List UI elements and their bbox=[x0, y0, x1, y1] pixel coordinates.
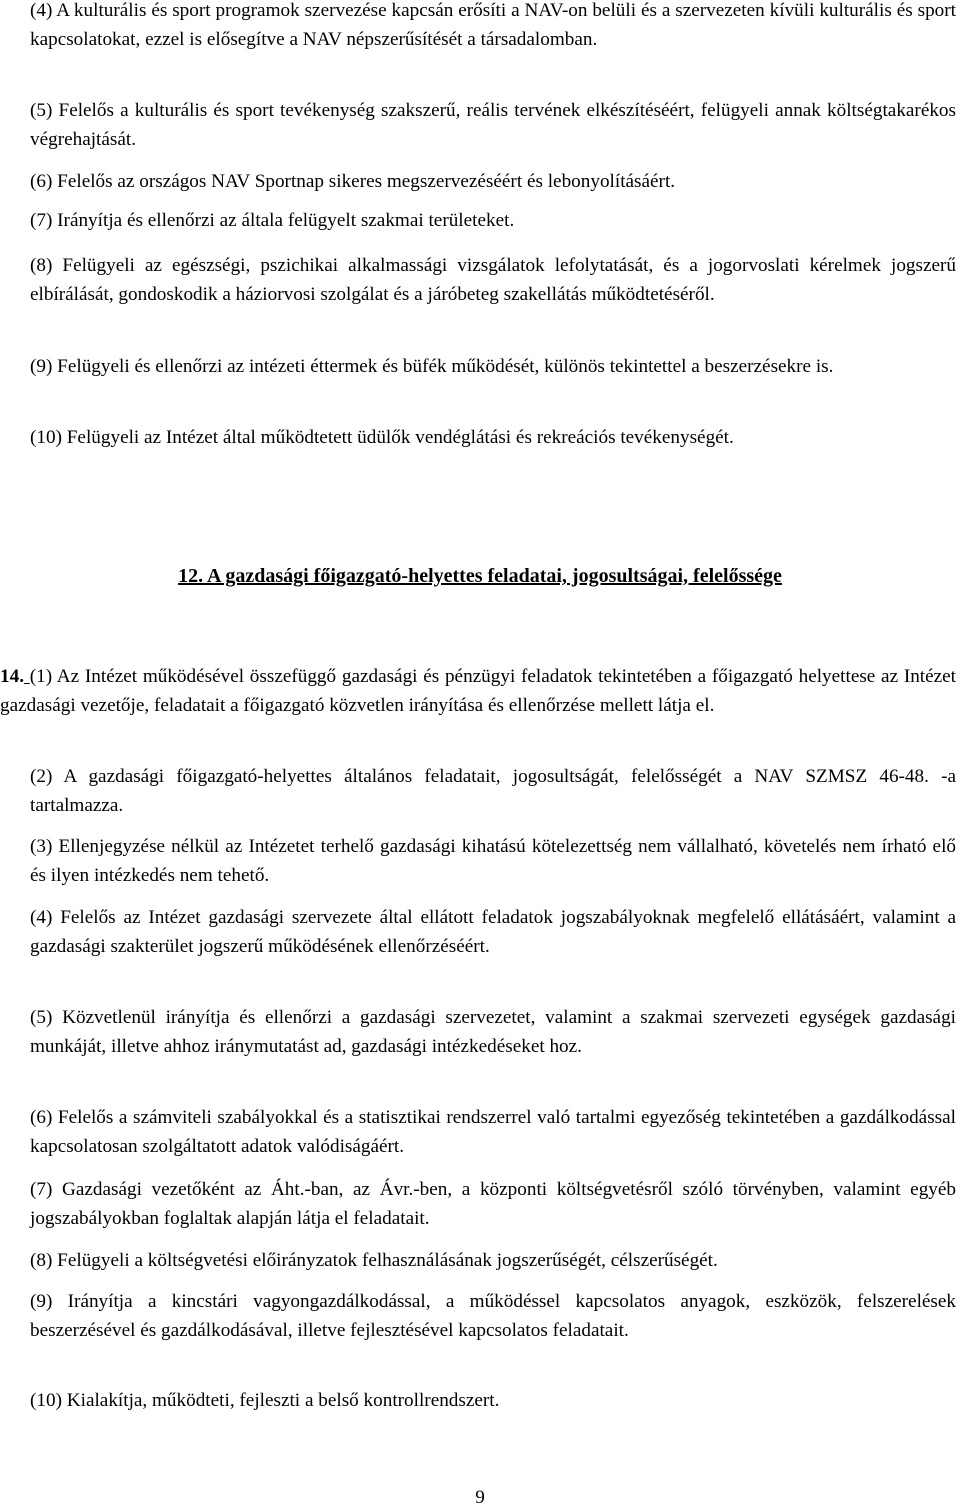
article-14-paragraph-5: (5) Közvetlenül irányítja és ellenőrzi a gazdasági szervezetet, valamint a szakmai szervezeti egységek gazdasági munkáját, illetve ahhoz iránymutatást ad, gazdasági intézkedéseket hoz. bbox=[30, 1007, 956, 1057]
article-14-paragraph-9: (9) Irányítja a kincstári vagyongazdálkodással, a működéssel kapcsolatos anyagok, eszközök, felszerelések beszerzésével és gazdálkodásával, illetve fejlesztésével kapcsolatos feladatait. bbox=[30, 1291, 956, 1341]
article-14-paragraph-6: (6) Felelős a számviteli szabályokkal és a statisztikai rendszerrel való tartalmi egyezőség tekintetében a gazdálkodással kapcsolatosan szolgáltatott adatok valódiságáért. bbox=[30, 1107, 956, 1157]
article-14-paragraph-1 bbox=[0, 662, 956, 720]
article-14-paragraph-4: (4) Felelős az Intézet gazdasági szervezete által ellátott feladatok jogszabályoknak megfelelő ellátásáért, valamint a gazdasági szakterület jogszerű működésének ellenőrzéséért. bbox=[30, 907, 956, 957]
article-14-paragraph-2: (2) A gazdasági főigazgató-helyettes általános feladatait, jogosultságát, felelősségét a NAV SZMSZ 46-48. -a tartalmazza. bbox=[30, 766, 956, 816]
article-14-paragraph-8: (8) Felügyeli a költségvetési előirányzatok felhasználásának jogszerűségét, célszerűségét. bbox=[30, 1250, 718, 1271]
section-heading bbox=[0, 562, 960, 591]
paragraph-8: (8) Felügyeli az egészségi, pszichikai alkalmassági vizsgálatok lefolytatását, és a jogorvoslati kérelmek jogszerű elbírálását, gondoskodik a háziorvosi szolgálat és a járóbeteg szakellátás működtetéséről. bbox=[30, 255, 956, 305]
paragraph-5: (5) Felelős a kulturális és sport tevékenység szakszerű, reális tervének elkészítéséért, felügyeli annak költségtakarékos végrehajtását. bbox=[30, 100, 956, 150]
article-number: 14. bbox=[0, 666, 24, 687]
paragraph-7: (7) Irányítja és ellenőrzi az általa felügyelt szakmai területeket. bbox=[30, 210, 515, 231]
article-14-paragraph-10: (10) Kialakítja, működteti, fejleszti a belső kontrollrendszert. bbox=[30, 1390, 500, 1411]
article-14-paragraph-3: (3) Ellenjegyzése nélkül az Intézetet terhelő gazdasági kihatású kötelezettség nem vállalható, követelés nem írható elő és ilyen intézkedés nem tehető. bbox=[30, 836, 956, 886]
paragraph-4: (4) A kulturális és sport programok szervezése kapcsán erősíti a NAV-on belüli és a szervezeten kívüli kulturális és sport kapcsolatokat, ezzel is elősegítve a NAV népszerűsítését a társadalomban. bbox=[30, 0, 956, 50]
article-14-paragraph-7: (7) Gazdasági vezetőként az Áht.-ban, az Ávr.-ben, a központi költségvetésről szóló törvényben, valamint egyéb jogszabályokban foglaltak alapján látja el feladatait. bbox=[30, 1179, 956, 1229]
section-heading-text: 12. A gazdasági főigazgató-helyettes feladatai, jogosultságai, felelőssége bbox=[178, 565, 782, 587]
paragraph-9: (9) Felügyeli és ellenőrzi az intézeti éttermek és büfék működését, különös tekintettel a beszerzésekre is. bbox=[30, 356, 834, 377]
paragraph-6: (6) Felelős az országos NAV Sportnap sikeres megszervezéséért és lebonyolításáért. bbox=[30, 171, 676, 192]
article-14-paragraph-1-text: (1) Az Intézet működésével összefüggő gazdasági és pénzügyi feladatok tekintetében a főigazgató helyettese az Intézet gazdasági vezetője, feladatait a főigazgató közvetlen irányítása és ellenőrzése mellett látja el. bbox=[0, 666, 957, 716]
page-number: 9 bbox=[475, 1487, 485, 1508]
paragraph-10: (10) Felügyeli az Intézet által működtetett üdülők vendéglátási és rekreációs tevékenységét. bbox=[30, 427, 734, 448]
